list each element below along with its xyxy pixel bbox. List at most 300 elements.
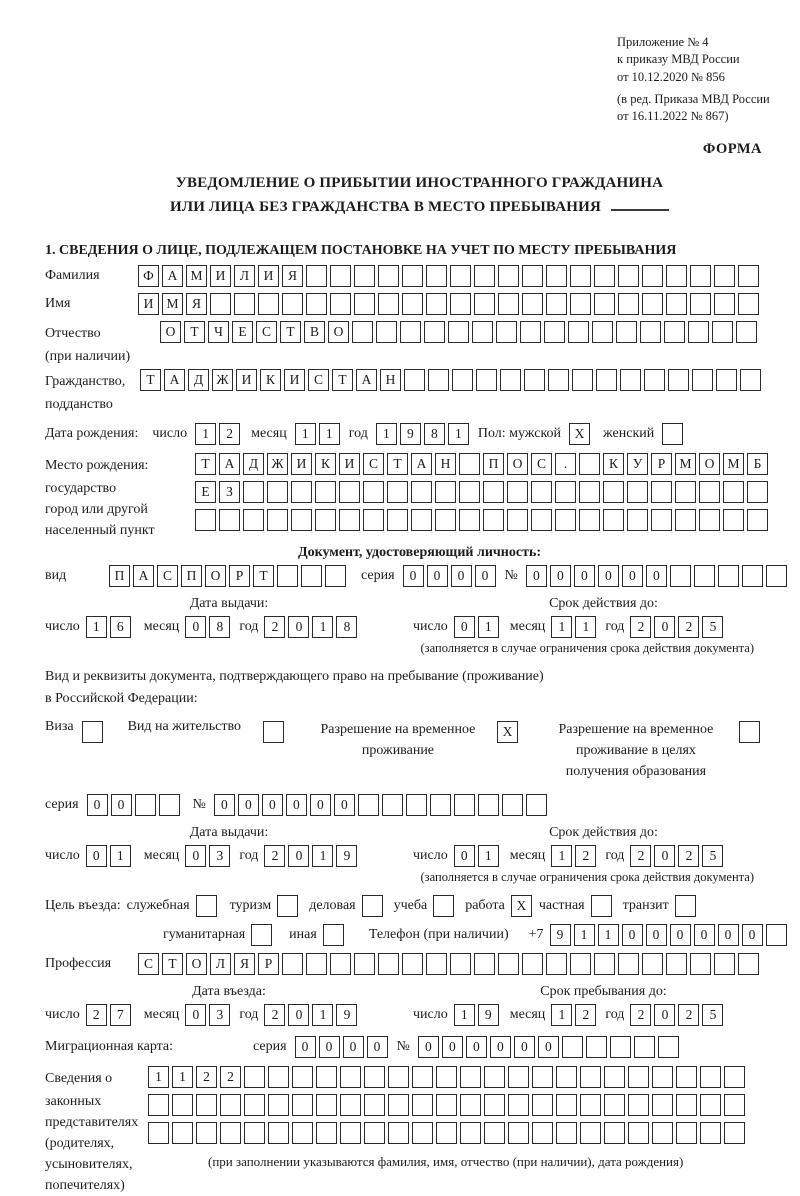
cell[interactable]: 7 [110,1004,131,1026]
cell[interactable]: 2 [630,845,651,867]
cell[interactable]: 2 [630,1004,651,1026]
cell[interactable] [532,1066,553,1088]
cell[interactable]: Е [195,481,216,503]
id-type-cells[interactable] [109,565,349,587]
cell[interactable] [742,565,763,587]
cell[interactable]: 9 [550,924,571,946]
cell[interactable]: В [304,321,325,343]
cell[interactable]: 0 [343,1036,364,1058]
cell[interactable]: 2 [575,1004,596,1026]
res-valid-month-cells[interactable] [551,845,599,867]
cell[interactable]: Р [229,565,250,587]
cell[interactable]: 0 [185,1004,206,1026]
cell[interactable] [690,265,711,287]
cell[interactable]: Д [243,453,264,475]
cell[interactable] [244,1122,265,1144]
temp-permit-checkbox[interactable] [497,721,521,743]
cell[interactable]: 9 [336,1004,357,1026]
cell[interactable] [483,509,504,531]
cell[interactable]: X [569,423,590,445]
cell[interactable] [546,265,567,287]
cell[interactable] [580,1094,601,1116]
cell[interactable]: Н [435,453,456,475]
cell[interactable] [483,481,504,503]
cell[interactable] [766,924,787,946]
cell[interactable] [739,721,760,743]
cell[interactable] [460,1066,481,1088]
cell[interactable] [460,1094,481,1116]
cell[interactable] [723,509,744,531]
patronymic-cells[interactable] [160,321,760,343]
cell[interactable] [484,1122,505,1144]
cell[interactable] [268,1122,289,1144]
guardians-row2-cells[interactable] [148,1094,748,1116]
cell[interactable]: 0 [319,1036,340,1058]
cell[interactable] [548,369,569,391]
cell[interactable] [376,321,397,343]
cell[interactable] [714,265,735,287]
cell[interactable] [430,794,451,816]
cell[interactable] [627,509,648,531]
cell[interactable]: 1 [551,1004,572,1026]
cell[interactable]: 0 [238,794,259,816]
cell[interactable] [292,1094,313,1116]
cell[interactable] [474,293,495,315]
cell[interactable]: 1 [312,1004,333,1026]
cell[interactable]: 0 [214,794,235,816]
cell[interactable]: Т [140,369,161,391]
cell[interactable] [740,369,761,391]
purpose-official-checkbox[interactable] [196,895,220,917]
id-issue-month-cells[interactable] [185,616,233,638]
id-valid-month-cells[interactable] [551,616,599,638]
cell[interactable] [603,509,624,531]
cell[interactable] [594,953,615,975]
cell[interactable]: 1 [295,423,316,445]
cell[interactable] [258,293,279,315]
cell[interactable]: 1 [110,845,131,867]
cell[interactable]: 0 [574,565,595,587]
cell[interactable]: 1 [598,924,619,946]
cell[interactable] [692,369,713,391]
cell[interactable] [532,1122,553,1144]
cell[interactable] [435,509,456,531]
cell[interactable] [364,1094,385,1116]
cell[interactable] [426,953,447,975]
cell[interactable]: К [603,453,624,475]
cell[interactable] [315,481,336,503]
cell[interactable] [411,481,432,503]
res-series-cells[interactable] [87,794,183,816]
cell[interactable]: О [205,565,226,587]
cell[interactable]: 0 [334,794,355,816]
cell[interactable]: 2 [678,616,699,638]
cell[interactable]: 0 [451,565,472,587]
cell[interactable] [555,481,576,503]
cell[interactable] [277,565,298,587]
cell[interactable]: О [328,321,349,343]
cell[interactable] [459,481,480,503]
cell[interactable]: 5 [702,616,723,638]
cell[interactable] [448,321,469,343]
cell[interactable]: 0 [654,616,675,638]
cell[interactable]: 1 [454,1004,475,1026]
cell[interactable] [500,369,521,391]
cell[interactable] [666,293,687,315]
cell[interactable] [378,293,399,315]
cell[interactable]: 0 [185,616,206,638]
edu-permit-checkbox[interactable] [739,721,763,743]
cell[interactable] [596,369,617,391]
birth-month-cells[interactable] [295,423,343,445]
cell[interactable]: 0 [654,1004,675,1026]
cell[interactable]: М [723,453,744,475]
cell[interactable] [268,1094,289,1116]
cell[interactable]: С [256,321,277,343]
cell[interactable]: Я [186,293,207,315]
cell[interactable] [747,481,768,503]
cell[interactable] [651,481,672,503]
cell[interactable] [714,293,735,315]
cell[interactable] [508,1122,529,1144]
cell[interactable] [411,509,432,531]
cell[interactable] [292,1122,313,1144]
cell[interactable] [712,321,733,343]
cell[interactable] [524,369,545,391]
cell[interactable] [459,453,480,475]
cell[interactable] [522,265,543,287]
cell[interactable] [618,293,639,315]
cell[interactable] [267,509,288,531]
cell[interactable]: Т [184,321,205,343]
cell[interactable]: Б [747,453,768,475]
cell[interactable] [268,1066,289,1088]
cell[interactable]: 0 [454,616,475,638]
cell[interactable]: 2 [220,1066,241,1088]
cell[interactable] [340,1066,361,1088]
cell[interactable]: 2 [630,616,651,638]
cell[interactable]: 0 [598,565,619,587]
cell[interactable] [292,1066,313,1088]
cell[interactable]: З [219,481,240,503]
purpose-transit-checkbox[interactable] [675,895,699,917]
stay-month-cells[interactable] [551,1004,599,1026]
cell[interactable] [354,265,375,287]
cell[interactable] [325,565,346,587]
cell[interactable] [472,321,493,343]
cell[interactable]: К [260,369,281,391]
cell[interactable] [330,953,351,975]
cell[interactable] [724,1094,745,1116]
cell[interactable]: 2 [264,1004,285,1026]
cell[interactable] [738,953,759,975]
cell[interactable] [424,321,445,343]
cell[interactable] [716,369,737,391]
cell[interactable] [658,1036,679,1058]
cell[interactable] [433,895,454,917]
sex-male-checkbox[interactable] [569,423,593,445]
cell[interactable] [724,1066,745,1088]
cell[interactable] [340,1094,361,1116]
cell[interactable] [484,1066,505,1088]
cell[interactable] [316,1066,337,1088]
cell[interactable]: 0 [185,845,206,867]
cell[interactable]: Т [162,953,183,975]
cell[interactable] [460,1122,481,1144]
cell[interactable] [662,423,683,445]
res-issue-day-cells[interactable] [86,845,134,867]
cell[interactable] [234,293,255,315]
cell[interactable] [454,794,475,816]
cell[interactable]: 0 [454,845,475,867]
cell[interactable]: М [675,453,696,475]
cell[interactable]: Р [651,453,672,475]
cell[interactable] [700,1094,721,1116]
cell[interactable]: 8 [336,616,357,638]
cell[interactable]: Я [282,265,303,287]
cell[interactable] [306,953,327,975]
cell[interactable]: Ф [138,265,159,287]
cell[interactable] [291,481,312,503]
cell[interactable]: О [186,953,207,975]
cell[interactable] [330,293,351,315]
birth-year-cells[interactable] [376,423,472,445]
cell[interactable] [172,1094,193,1116]
cell[interactable] [436,1094,457,1116]
cell[interactable] [568,321,589,343]
cell[interactable] [364,1122,385,1144]
cell[interactable] [676,1094,697,1116]
cell[interactable] [339,481,360,503]
cell[interactable] [406,794,427,816]
cell[interactable]: 1 [551,845,572,867]
cell[interactable]: 3 [209,845,230,867]
cell[interactable]: К [315,453,336,475]
cell[interactable] [592,321,613,343]
cell[interactable] [364,1066,385,1088]
cell[interactable]: 0 [310,794,331,816]
res-number-cells[interactable] [214,794,550,816]
cell[interactable] [718,565,739,587]
cell[interactable]: 0 [654,845,675,867]
cell[interactable] [323,924,344,946]
cell[interactable] [508,1066,529,1088]
cell[interactable]: Т [387,453,408,475]
id-valid-year-cells[interactable] [630,616,726,638]
citizenship-cells[interactable] [140,369,764,391]
cell[interactable]: Л [210,953,231,975]
cell[interactable] [546,953,567,975]
cell[interactable]: Я [234,953,255,975]
cell[interactable]: 0 [86,845,107,867]
cell[interactable]: 5 [702,1004,723,1026]
cell[interactable] [426,293,447,315]
cell[interactable] [652,1066,673,1088]
cell[interactable]: 1 [148,1066,169,1088]
purpose-business-checkbox[interactable] [362,895,386,917]
cell[interactable]: А [162,265,183,287]
cell[interactable] [642,293,663,315]
cell[interactable] [450,293,471,315]
mig-number-cells[interactable] [418,1036,682,1058]
cell[interactable] [476,369,497,391]
cell[interactable] [354,293,375,315]
cell[interactable]: X [511,895,532,917]
cell[interactable] [562,1036,583,1058]
cell[interactable] [282,953,303,975]
cell[interactable]: 0 [442,1036,463,1058]
cell[interactable]: 0 [288,616,309,638]
cell[interactable] [388,1066,409,1088]
cell[interactable]: А [356,369,377,391]
cell[interactable] [652,1122,673,1144]
cell[interactable] [666,953,687,975]
cell[interactable]: С [138,953,159,975]
cell[interactable] [282,293,303,315]
cell[interactable] [640,321,661,343]
cell[interactable]: 9 [478,1004,499,1026]
cell[interactable] [736,321,757,343]
cell[interactable]: О [699,453,720,475]
cell[interactable] [766,565,787,587]
cell[interactable] [267,481,288,503]
cell[interactable]: 2 [678,845,699,867]
cell[interactable] [555,509,576,531]
cell[interactable] [316,1094,337,1116]
cell[interactable] [676,1122,697,1144]
purpose-humanitarian-checkbox[interactable] [251,924,275,946]
guardians-row3-cells[interactable] [148,1122,748,1144]
cell[interactable] [82,721,103,743]
cell[interactable]: 6 [110,616,131,638]
cell[interactable] [159,794,180,816]
cell[interactable] [244,1066,265,1088]
cell[interactable] [688,321,709,343]
id-issue-year-cells[interactable] [264,616,360,638]
cell[interactable]: 1 [319,423,340,445]
birth-place-row1-cells[interactable] [195,453,771,475]
cell[interactable] [358,794,379,816]
cell[interactable] [556,1122,577,1144]
cell[interactable] [690,293,711,315]
cell[interactable]: П [181,565,202,587]
cell[interactable] [148,1122,169,1144]
cell[interactable] [507,481,528,503]
cell[interactable] [172,1122,193,1144]
cell[interactable] [435,481,456,503]
cell[interactable]: Д [188,369,209,391]
cell[interactable]: 1 [478,616,499,638]
cell[interactable] [404,369,425,391]
entry-year-cells[interactable] [264,1004,360,1026]
cell[interactable]: 3 [209,1004,230,1026]
cell[interactable] [484,1094,505,1116]
cell[interactable] [363,481,384,503]
stay-year-cells[interactable] [630,1004,726,1026]
cell[interactable] [382,794,403,816]
cell[interactable] [604,1122,625,1144]
cell[interactable] [352,321,373,343]
cell[interactable] [700,1122,721,1144]
cell[interactable]: И [236,369,257,391]
cell[interactable]: 1 [376,423,397,445]
cell[interactable]: Т [280,321,301,343]
cell[interactable]: 2 [575,845,596,867]
cell[interactable] [556,1094,577,1116]
cell[interactable] [402,293,423,315]
cell[interactable]: 0 [646,565,667,587]
sex-female-checkbox[interactable] [662,423,686,445]
cell[interactable] [610,1036,631,1058]
cell[interactable] [315,509,336,531]
cell[interactable]: 2 [86,1004,107,1026]
cell[interactable]: 2 [196,1066,217,1088]
cell[interactable]: И [258,265,279,287]
cell[interactable] [664,321,685,343]
cell[interactable]: X [497,721,518,743]
cell[interactable] [572,369,593,391]
cell[interactable] [675,509,696,531]
cell[interactable]: Т [195,453,216,475]
cell[interactable]: У [627,453,648,475]
cell[interactable] [496,321,517,343]
cell[interactable] [301,565,322,587]
cell[interactable] [570,265,591,287]
cell[interactable] [618,953,639,975]
cell[interactable] [478,794,499,816]
guardians-row1-cells[interactable] [148,1066,748,1088]
cell[interactable]: 1 [312,845,333,867]
cell[interactable] [579,453,600,475]
cell[interactable] [634,1036,655,1058]
cell[interactable] [675,481,696,503]
cell[interactable]: 0 [288,845,309,867]
cell[interactable] [556,1066,577,1088]
entry-day-cells[interactable] [86,1004,134,1026]
cell[interactable] [618,265,639,287]
cell[interactable]: 1 [574,924,595,946]
cell[interactable]: О [160,321,181,343]
cell[interactable] [526,794,547,816]
cell[interactable] [220,1122,241,1144]
cell[interactable] [378,265,399,287]
cell[interactable]: 1 [195,423,216,445]
cell[interactable] [340,1122,361,1144]
cell[interactable] [498,265,519,287]
cell[interactable]: 0 [427,565,448,587]
cell[interactable]: 0 [286,794,307,816]
cell[interactable] [694,565,715,587]
cell[interactable] [474,953,495,975]
cell[interactable] [498,293,519,315]
purpose-work-checkbox[interactable] [511,895,535,917]
cell[interactable] [579,509,600,531]
cell[interactable] [426,265,447,287]
cell[interactable]: 0 [622,924,643,946]
cell[interactable] [628,1066,649,1088]
cell[interactable]: 0 [514,1036,535,1058]
cell[interactable]: 0 [288,1004,309,1026]
cell[interactable] [219,509,240,531]
cell[interactable] [675,895,696,917]
cell[interactable] [676,1066,697,1088]
cell[interactable] [738,265,759,287]
cell[interactable] [644,369,665,391]
cell[interactable]: 1 [172,1066,193,1088]
cell[interactable]: 0 [367,1036,388,1058]
cell[interactable]: 8 [424,423,445,445]
cell[interactable] [412,1122,433,1144]
